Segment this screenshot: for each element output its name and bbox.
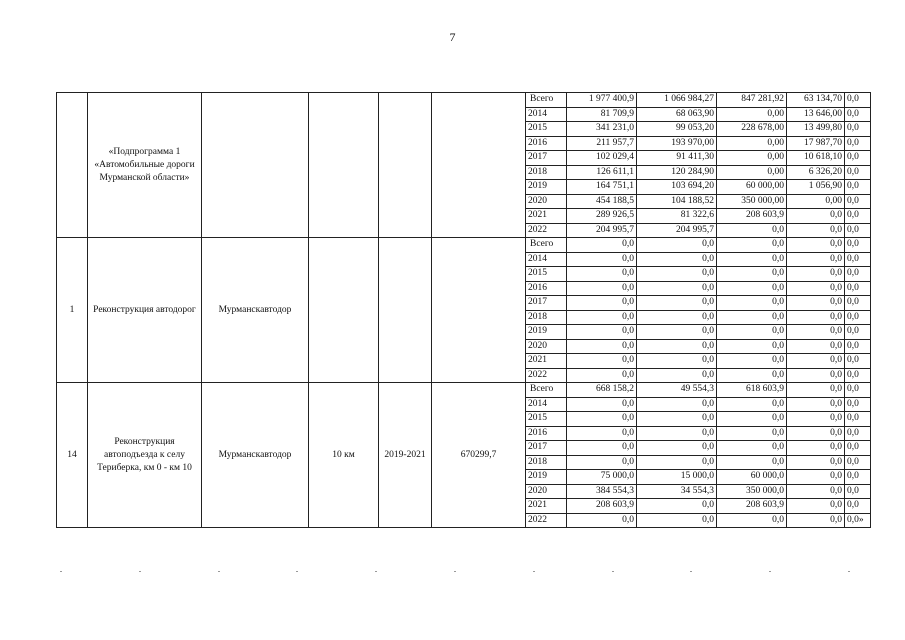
total-amount: 164 751,1 xyxy=(567,180,637,195)
year-cell: 2017 xyxy=(526,441,567,456)
local-budget: 0,0 xyxy=(787,296,845,311)
row-number xyxy=(57,93,88,238)
capacity: 10 км xyxy=(309,383,379,528)
total-amount: 0,0 xyxy=(567,397,637,412)
local-budget: 0,0 xyxy=(787,310,845,325)
regional-budget: 60 000,0 xyxy=(717,470,787,485)
federal-budget: 0,0 xyxy=(637,325,717,340)
estimated-cost xyxy=(432,93,526,238)
local-budget: 1 056,90 xyxy=(787,180,845,195)
local-budget: 6 326,20 xyxy=(787,165,845,180)
total-amount: 81 709,9 xyxy=(567,107,637,122)
regional-budget: 208 603,9 xyxy=(717,209,787,224)
total-amount: 341 231,0 xyxy=(567,122,637,137)
estimated-cost: 670299,7 xyxy=(432,383,526,528)
local-budget: 0,0 xyxy=(787,383,845,398)
extra-budget: 0,0 xyxy=(845,354,871,369)
regional-budget: 228 678,00 xyxy=(717,122,787,137)
regional-budget: 0,0 xyxy=(717,267,787,282)
local-budget: 0,0 xyxy=(787,339,845,354)
total-amount: 0,0 xyxy=(567,310,637,325)
implementation-period xyxy=(379,238,432,383)
federal-budget: 15 000,0 xyxy=(637,470,717,485)
federal-budget: 0,0 xyxy=(637,397,717,412)
total-amount: 668 158,2 xyxy=(567,383,637,398)
total-amount: 204 995,7 xyxy=(567,223,637,238)
local-budget: 0,0 xyxy=(787,209,845,224)
local-budget: 17 987,70 xyxy=(787,136,845,151)
regional-budget: 60 000,00 xyxy=(717,180,787,195)
year-cell: 2022 xyxy=(526,513,567,528)
federal-budget: 0,0 xyxy=(637,455,717,470)
year-cell: 2021 xyxy=(526,354,567,369)
regional-budget: 0,0 xyxy=(717,238,787,253)
local-budget: 0,0 xyxy=(787,426,845,441)
federal-budget: 104 188,52 xyxy=(637,194,717,209)
total-amount: 0,0 xyxy=(567,412,637,427)
year-cell: 2015 xyxy=(526,412,567,427)
year-cell: 2020 xyxy=(526,339,567,354)
budget-table xyxy=(56,92,871,528)
federal-budget: 0,0 xyxy=(637,441,717,456)
capacity xyxy=(309,93,379,238)
table-row xyxy=(57,238,871,253)
executor: Мурманскавтодор xyxy=(202,238,309,383)
local-budget: 13 646,00 xyxy=(787,107,845,122)
local-budget: 0,0 xyxy=(787,397,845,412)
local-budget: 0,0 xyxy=(787,223,845,238)
local-budget: 10 618,10 xyxy=(787,151,845,166)
measure-name: Реконструкция автоподъезда к селу Териберка, км 0 - км 10 xyxy=(88,383,202,528)
federal-budget: 0,0 xyxy=(637,354,717,369)
local-budget: 0,0 xyxy=(787,325,845,340)
extra-budget: 0,0 xyxy=(845,122,871,137)
measure-name: «Подпрограмма 1 «Автомобильные дороги Мурманской области» xyxy=(88,93,202,238)
regional-budget: 350 000,0 xyxy=(717,484,787,499)
local-budget: 0,0 xyxy=(787,412,845,427)
local-budget: 0,0 xyxy=(787,238,845,253)
executor xyxy=(202,93,309,238)
total-amount: 0,0 xyxy=(567,354,637,369)
total-amount: 1 977 400,9 xyxy=(567,93,637,108)
regional-budget: 208 603,9 xyxy=(717,499,787,514)
local-budget: 13 499,80 xyxy=(787,122,845,137)
extra-budget: 0,0 xyxy=(845,470,871,485)
year-cell: 2015 xyxy=(526,267,567,282)
year-cell: 2018 xyxy=(526,165,567,180)
extra-budget: 0,0 xyxy=(845,223,871,238)
extra-budget: 0,0 xyxy=(845,267,871,282)
year-cell: 2017 xyxy=(526,151,567,166)
local-budget: 0,0 xyxy=(787,484,845,499)
regional-budget: 0,0 xyxy=(717,252,787,267)
total-amount: 384 554,3 xyxy=(567,484,637,499)
federal-budget: 0,0 xyxy=(637,238,717,253)
extra-budget: 0,0 xyxy=(845,180,871,195)
federal-budget: 34 554,3 xyxy=(637,484,717,499)
federal-budget: 49 554,3 xyxy=(637,383,717,398)
local-budget: 0,0 xyxy=(787,455,845,470)
total-amount: 0,0 xyxy=(567,238,637,253)
regional-budget: 0,0 xyxy=(717,354,787,369)
regional-budget: 0,0 xyxy=(717,397,787,412)
total-amount: 102 029,4 xyxy=(567,151,637,166)
extra-budget: 0,0 xyxy=(845,209,871,224)
regional-budget: 0,0 xyxy=(717,296,787,311)
year-cell: 2016 xyxy=(526,281,567,296)
extra-budget: 0,0 xyxy=(845,194,871,209)
year-cell: Всего xyxy=(526,238,567,253)
extra-budget: 0,0 xyxy=(845,383,871,398)
local-budget: 0,0 xyxy=(787,281,845,296)
regional-budget: 0,0 xyxy=(717,223,787,238)
total-amount: 208 603,9 xyxy=(567,499,637,514)
extra-budget: 0,0 xyxy=(845,339,871,354)
federal-budget: 91 411,30 xyxy=(637,151,717,166)
total-amount: 0,0 xyxy=(567,426,637,441)
extra-budget: 0,0 xyxy=(845,93,871,108)
year-cell: 2021 xyxy=(526,209,567,224)
footer-dotted-rule xyxy=(60,571,850,573)
federal-budget: 1 066 984,27 xyxy=(637,93,717,108)
executor: Мурманскавтодор xyxy=(202,383,309,528)
regional-budget: 0,00 xyxy=(717,165,787,180)
total-amount: 0,0 xyxy=(567,267,637,282)
extra-budget: 0,0 xyxy=(845,455,871,470)
extra-budget: 0,0 xyxy=(845,368,871,383)
table-row xyxy=(57,383,871,398)
federal-budget: 99 053,20 xyxy=(637,122,717,137)
regional-budget: 0,0 xyxy=(717,455,787,470)
total-amount: 0,0 xyxy=(567,339,637,354)
total-amount: 0,0 xyxy=(567,441,637,456)
row-number: 14 xyxy=(57,383,88,528)
regional-budget: 0,0 xyxy=(717,368,787,383)
extra-budget: 0,0 xyxy=(845,281,871,296)
federal-budget: 103 694,20 xyxy=(637,180,717,195)
federal-budget: 120 284,90 xyxy=(637,165,717,180)
year-cell: 2017 xyxy=(526,296,567,311)
regional-budget: 847 281,92 xyxy=(717,93,787,108)
implementation-period: 2019-2021 xyxy=(379,383,432,528)
year-cell: 2022 xyxy=(526,368,567,383)
year-cell: 2019 xyxy=(526,325,567,340)
regional-budget: 0,0 xyxy=(717,281,787,296)
year-cell: 2016 xyxy=(526,136,567,151)
row-number: 1 xyxy=(57,238,88,383)
total-amount: 211 957,7 xyxy=(567,136,637,151)
federal-budget: 0,0 xyxy=(637,412,717,427)
year-cell: Всего xyxy=(526,383,567,398)
total-amount: 0,0 xyxy=(567,455,637,470)
year-cell: 2021 xyxy=(526,499,567,514)
federal-budget: 193 970,00 xyxy=(637,136,717,151)
federal-budget: 0,0 xyxy=(637,252,717,267)
extra-budget: 0,0 xyxy=(845,325,871,340)
extra-budget: 0,0 xyxy=(845,412,871,427)
federal-budget: 0,0 xyxy=(637,281,717,296)
local-budget: 0,0 xyxy=(787,252,845,267)
regional-budget: 0,00 xyxy=(717,136,787,151)
federal-budget: 0,0 xyxy=(637,499,717,514)
local-budget: 0,0 xyxy=(787,513,845,528)
regional-budget: 0,0 xyxy=(717,513,787,528)
federal-budget: 0,0 xyxy=(637,339,717,354)
total-amount: 75 000,0 xyxy=(567,470,637,485)
year-cell: 2020 xyxy=(526,194,567,209)
year-cell: 2015 xyxy=(526,122,567,137)
regional-budget: 618 603,9 xyxy=(717,383,787,398)
page-number: 7 xyxy=(449,30,456,44)
extra-budget: 0,0 xyxy=(845,107,871,122)
federal-budget: 0,0 xyxy=(637,368,717,383)
total-amount: 289 926,5 xyxy=(567,209,637,224)
year-cell: 2014 xyxy=(526,252,567,267)
local-budget: 0,0 xyxy=(787,499,845,514)
total-amount: 0,0 xyxy=(567,325,637,340)
extra-budget: 0,0 xyxy=(845,136,871,151)
federal-budget: 0,0 xyxy=(637,310,717,325)
total-amount: 0,0 xyxy=(567,252,637,267)
total-amount: 0,0 xyxy=(567,513,637,528)
year-cell: Всего xyxy=(526,93,567,108)
regional-budget: 0,0 xyxy=(717,426,787,441)
implementation-period xyxy=(379,93,432,238)
extra-budget: 0,0 xyxy=(845,151,871,166)
regional-budget: 0,0 xyxy=(717,412,787,427)
table-row xyxy=(57,93,871,108)
federal-budget: 81 322,6 xyxy=(637,209,717,224)
year-cell: 2019 xyxy=(526,180,567,195)
federal-budget: 204 995,7 xyxy=(637,223,717,238)
year-cell: 2014 xyxy=(526,107,567,122)
regional-budget: 0,00 xyxy=(717,107,787,122)
federal-budget: 0,0 xyxy=(637,267,717,282)
total-amount: 454 188,5 xyxy=(567,194,637,209)
regional-budget: 0,0 xyxy=(717,339,787,354)
total-amount: 0,0 xyxy=(567,368,637,383)
local-budget: 0,0 xyxy=(787,354,845,369)
capacity xyxy=(309,238,379,383)
measure-name: Реконструкция автодорог xyxy=(88,238,202,383)
federal-budget: 0,0 xyxy=(637,296,717,311)
year-cell: 2014 xyxy=(526,397,567,412)
regional-budget: 0,0 xyxy=(717,441,787,456)
local-budget: 0,0 xyxy=(787,267,845,282)
extra-budget: 0,0 xyxy=(845,426,871,441)
local-budget: 0,0 xyxy=(787,368,845,383)
local-budget: 0,00 xyxy=(787,194,845,209)
extra-budget: 0,0 xyxy=(845,296,871,311)
extra-budget: 0,0 xyxy=(845,397,871,412)
regional-budget: 0,00 xyxy=(717,151,787,166)
extra-budget: 0,0 xyxy=(845,484,871,499)
local-budget: 0,0 xyxy=(787,441,845,456)
regional-budget: 350 000,00 xyxy=(717,194,787,209)
year-cell: 2018 xyxy=(526,310,567,325)
extra-budget: 0,0 xyxy=(845,499,871,514)
federal-budget: 0,0 xyxy=(637,513,717,528)
year-cell: 2022 xyxy=(526,223,567,238)
estimated-cost xyxy=(432,238,526,383)
year-cell: 2018 xyxy=(526,455,567,470)
federal-budget: 68 063,90 xyxy=(637,107,717,122)
extra-budget: 0,0 xyxy=(845,238,871,253)
total-amount: 0,0 xyxy=(567,281,637,296)
extra-budget: 0,0 xyxy=(845,165,871,180)
extra-budget: 0,0» xyxy=(845,513,871,528)
extra-budget: 0,0 xyxy=(845,441,871,456)
local-budget: 0,0 xyxy=(787,470,845,485)
regional-budget: 0,0 xyxy=(717,310,787,325)
extra-budget: 0,0 xyxy=(845,310,871,325)
year-cell: 2016 xyxy=(526,426,567,441)
year-cell: 2020 xyxy=(526,484,567,499)
extra-budget: 0,0 xyxy=(845,252,871,267)
regional-budget: 0,0 xyxy=(717,325,787,340)
local-budget: 63 134,70 xyxy=(787,93,845,108)
total-amount: 126 611,1 xyxy=(567,165,637,180)
total-amount: 0,0 xyxy=(567,296,637,311)
federal-budget: 0,0 xyxy=(637,426,717,441)
year-cell: 2019 xyxy=(526,470,567,485)
